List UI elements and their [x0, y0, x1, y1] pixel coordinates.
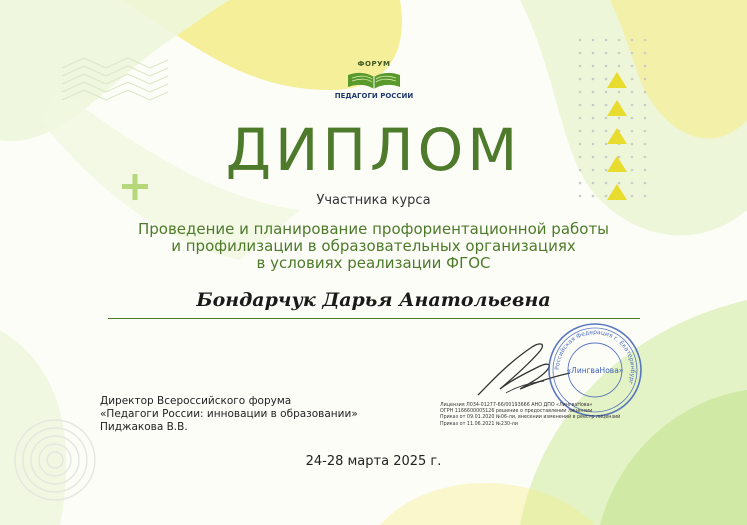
- name-underline: [108, 318, 640, 319]
- open-book-icon: [344, 69, 404, 91]
- license-line-4: Приказ от 11.06.2021 №230-ли: [440, 421, 518, 427]
- director-line-1: Директор Всероссийского форума: [100, 395, 292, 407]
- license-line-1: Лицензия Л034-01277-66/00193666 АНО ДПО «ЛингваНова»: [440, 403, 593, 408]
- course-title: [60, 221, 687, 272]
- diploma-title: ДИПЛОМ: [225, 116, 522, 184]
- director-line-3: Пиджакова В.В.: [100, 421, 188, 433]
- forum-logo: [331, 60, 417, 104]
- director-line-2: «Педагоги России: инновации в образовании»: [100, 408, 358, 420]
- stamp-ring-text: Российская Федерация г. Екатеринбург: [553, 328, 637, 386]
- svg-text:Российская Федерация г. Екатер: [554, 329, 636, 385]
- logo-top-text: ФОРУМ: [357, 60, 391, 68]
- course-title-line-1: Проведение и планирование профориентационной работы: [137, 220, 610, 238]
- stamp-center-text: «ЛингваНова»: [566, 366, 624, 375]
- license-line-3: Приказ от 09.01.2020 №06-ли, внесении изменений в реестр лицензий: [440, 415, 621, 421]
- course-title-line-3: в условиях реализации ФГОС: [256, 254, 491, 272]
- course-date: 24-28 марта 2025 г.: [305, 454, 442, 469]
- license-block: [440, 403, 670, 428]
- recipient-name: Бондарчук Дарья Анатольевна: [196, 289, 551, 311]
- director-block: [100, 395, 400, 434]
- diploma-subtitle: Участника курса: [316, 193, 431, 208]
- logo-bottom-text: ПЕДАГОГИ РОССИИ: [334, 92, 414, 100]
- course-title-line-2: и профилизации в образовательных организациях: [171, 237, 576, 255]
- license-line-2: ОГРН 1166600005126 решение о предоставлении лицензии: [440, 409, 593, 415]
